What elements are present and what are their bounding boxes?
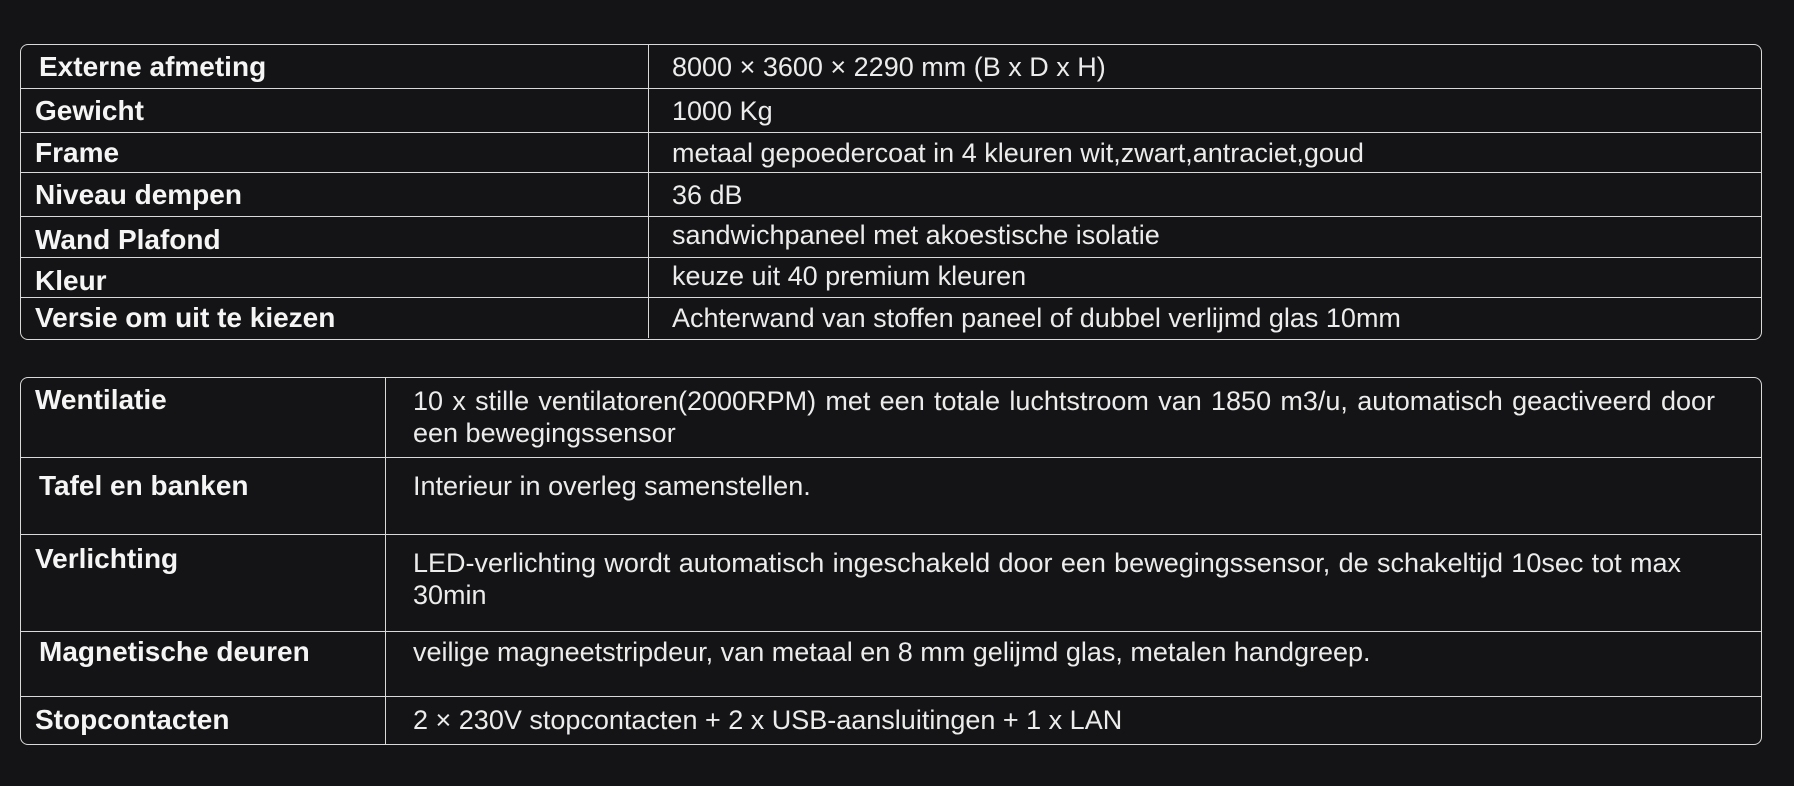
row-value: sandwichpaneel met akoestische isolatie bbox=[672, 220, 1160, 250]
spec-table-features bbox=[20, 377, 1762, 745]
row-value-text: veilige magneetstripdeur, van metaal en 8 mm gelijmd glas, metalen handgreep. bbox=[413, 637, 1371, 667]
row-label: Tafel en banken bbox=[21, 458, 386, 534]
row-value bbox=[386, 535, 1761, 631]
row-value bbox=[386, 632, 1761, 696]
row-value: 8000 × 3600 × 2290 mm (B x D x H) bbox=[672, 51, 1106, 82]
row-label: Niveau dempen bbox=[21, 173, 649, 216]
row-value: Achterwand van stoffen paneel of dubbel verlijmd glas 10mm bbox=[672, 303, 1401, 333]
row-value bbox=[386, 697, 1761, 744]
row-label: Wand Plafond bbox=[21, 217, 649, 257]
spec-table-dimensions bbox=[20, 44, 1762, 340]
row-label: Verlichting bbox=[21, 535, 386, 631]
row-value-text: 2 × 230V stopcontacten + 2 x USB-aansluitingen + 1 x LAN bbox=[413, 705, 1123, 735]
table-row bbox=[21, 378, 1761, 458]
row-label: Externe afmeting bbox=[21, 45, 649, 88]
row-label: Wentilatie bbox=[21, 378, 386, 457]
row-value bbox=[386, 378, 1761, 457]
row-label: Kleur bbox=[21, 258, 649, 297]
table-row bbox=[21, 535, 1761, 632]
table-row bbox=[21, 298, 1761, 338]
row-label: Versie om uit te kiezen bbox=[21, 298, 649, 338]
table-row bbox=[21, 697, 1761, 744]
row-value: 36 dB bbox=[672, 179, 743, 210]
table-row bbox=[21, 89, 1761, 133]
row-label: Magnetische deuren bbox=[21, 632, 386, 696]
row-label: Gewicht bbox=[21, 89, 649, 132]
table-row bbox=[21, 133, 1761, 173]
row-value-text: Interieur in overleg samenstellen. bbox=[413, 471, 811, 501]
row-value-text: LED-verlichting wordt automatisch ingeschakeld door een bewegingssensor, de schakeltijd 10sec tot max 30min bbox=[413, 548, 1681, 610]
table-row bbox=[21, 217, 1761, 258]
row-label: Frame bbox=[21, 133, 649, 172]
row-value-text: 10 x stille ventilatoren(2000RPM) met een totale luchtstroom van 1850 m3/u, automatisch geactiveerd door een bewegingssensor bbox=[413, 386, 1715, 448]
row-value bbox=[386, 458, 1761, 534]
row-value: keuze uit 40 premium kleuren bbox=[672, 260, 1027, 291]
table-row bbox=[21, 173, 1761, 217]
row-label: Stopcontacten bbox=[21, 697, 386, 744]
table-row bbox=[21, 632, 1761, 697]
table-row bbox=[21, 45, 1761, 89]
table-row bbox=[21, 258, 1761, 298]
table-row bbox=[21, 458, 1761, 535]
row-value: metaal gepoedercoat in 4 kleuren wit,zwart,antraciet,goud bbox=[672, 137, 1364, 168]
row-value: 1000 Kg bbox=[672, 95, 773, 126]
